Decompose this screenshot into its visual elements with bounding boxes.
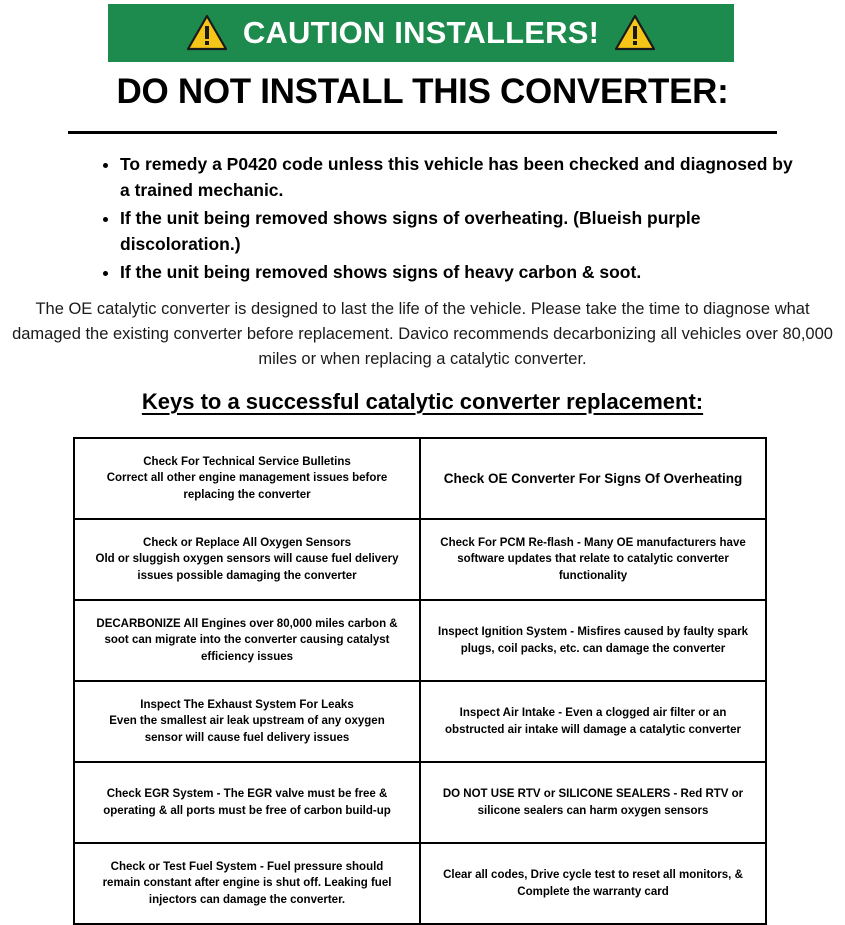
table-cell [420, 843, 766, 924]
table-cell [420, 438, 766, 519]
cell-line: Inspect Ignition System - Misfires caused by faulty spark [438, 626, 748, 639]
list-item: • To remedy a P0420 code unless this vehicle has been checked and diagnosed by a trained mechanic. [120, 152, 800, 204]
table-row [74, 843, 766, 924]
cell-line: issues possible damaging the converter [137, 569, 357, 582]
table-row [74, 438, 766, 519]
cell-line: remain constant after engine is shut off. Leaking fuel [102, 877, 392, 890]
cell-line: Old or sluggish oxygen sensors will cause fuel delivery [95, 553, 399, 566]
cell-line: plugs, coil packs, etc. can damage the converter [460, 642, 726, 655]
cell-line: Correct all other engine management issues before [106, 472, 388, 485]
cell-line: Check or Replace All Oxygen Sensors [143, 537, 351, 549]
cell-line: efficiency issues [200, 650, 294, 663]
table-row [74, 681, 766, 762]
keys-section-heading: Keys to a successful catalytic converter replacement: [141, 389, 704, 414]
cell-line: Inspect Air Intake - Even a clogged air filter or an [459, 707, 727, 720]
table-cell [74, 438, 420, 519]
table-row [74, 600, 766, 681]
cell-line: Check For PCM Re-flash - Many OE manufacturers have [440, 537, 746, 549]
cell-line: sensor will cause fuel delivery issues [144, 731, 350, 744]
cell-line: silicone sealers can harm oxygen sensors [477, 804, 709, 817]
table-cell [420, 600, 766, 681]
table-cell [74, 843, 420, 924]
cell-line: DO NOT USE RTV or SILICONE SEALERS - Red RTV or [442, 788, 744, 801]
cell-line: Check or Test Fuel System - Fuel pressure should [110, 861, 384, 873]
table-cell [420, 762, 766, 843]
keys-table [73, 437, 767, 925]
cell-line: Inspect The Exhaust System For Leaks [140, 699, 354, 711]
table-cell [74, 762, 420, 843]
cell-line: replacing the converter [183, 488, 311, 501]
cell-line: Check EGR System - The EGR valve must be free & [106, 788, 388, 801]
cell-line: operating & all ports must be free of carbon build-up [103, 804, 391, 817]
page-title: DO NOT INSTALL THIS CONVERTER: [116, 72, 729, 111]
cell-line: Check For Technical Service Bulletins [143, 456, 351, 468]
list-item: • If the unit being removed shows signs of heavy carbon & soot. [120, 260, 800, 286]
warning-triangle-icon [615, 15, 655, 51]
warning-triangle-icon [187, 15, 227, 51]
table-cell [74, 600, 420, 681]
list-item: • If the unit being removed shows signs of overheating. (Blueish purple discoloration.) [120, 206, 800, 258]
divider [68, 131, 777, 134]
cell-line: Check OE Converter For Signs Of Overheating [443, 470, 743, 486]
table-cell [74, 519, 420, 600]
cell-line: soot can migrate into the converter causing catalyst [104, 634, 390, 647]
cell-line: obstructed air intake will damage a catalytic converter [445, 723, 741, 736]
cell-line: injectors can damage the converter. [148, 893, 346, 906]
table-cell [74, 681, 420, 762]
table-cell [420, 519, 766, 600]
do-not-install-list [92, 152, 800, 287]
caution-banner-text: CAUTION INSTALLERS! [242, 15, 600, 50]
body-paragraph: The OE catalytic converter is designed to last the life of the vehicle. Please take the time to diagnose what damaged the existing converter before replacement. Davico recommends decarbonizing all vehicles over 80,000 miles or when replacing a catalytic converter. [12, 300, 833, 369]
cell-line: Clear all codes, Drive cycle test to reset all monitors, & [443, 869, 743, 882]
table-row [74, 762, 766, 843]
caution-banner [108, 4, 734, 62]
cell-line: Complete the warranty card [517, 885, 669, 898]
cell-line: functionality [558, 569, 628, 582]
cell-line: DECARBONIZE All Engines over 80,000 miles carbon & [96, 618, 398, 630]
cell-line: Even the smallest air leak upstream of any oxygen [109, 715, 385, 728]
table-row [74, 519, 766, 600]
table-cell [420, 681, 766, 762]
cell-line: software updates that relate to catalytic converter [457, 553, 729, 566]
